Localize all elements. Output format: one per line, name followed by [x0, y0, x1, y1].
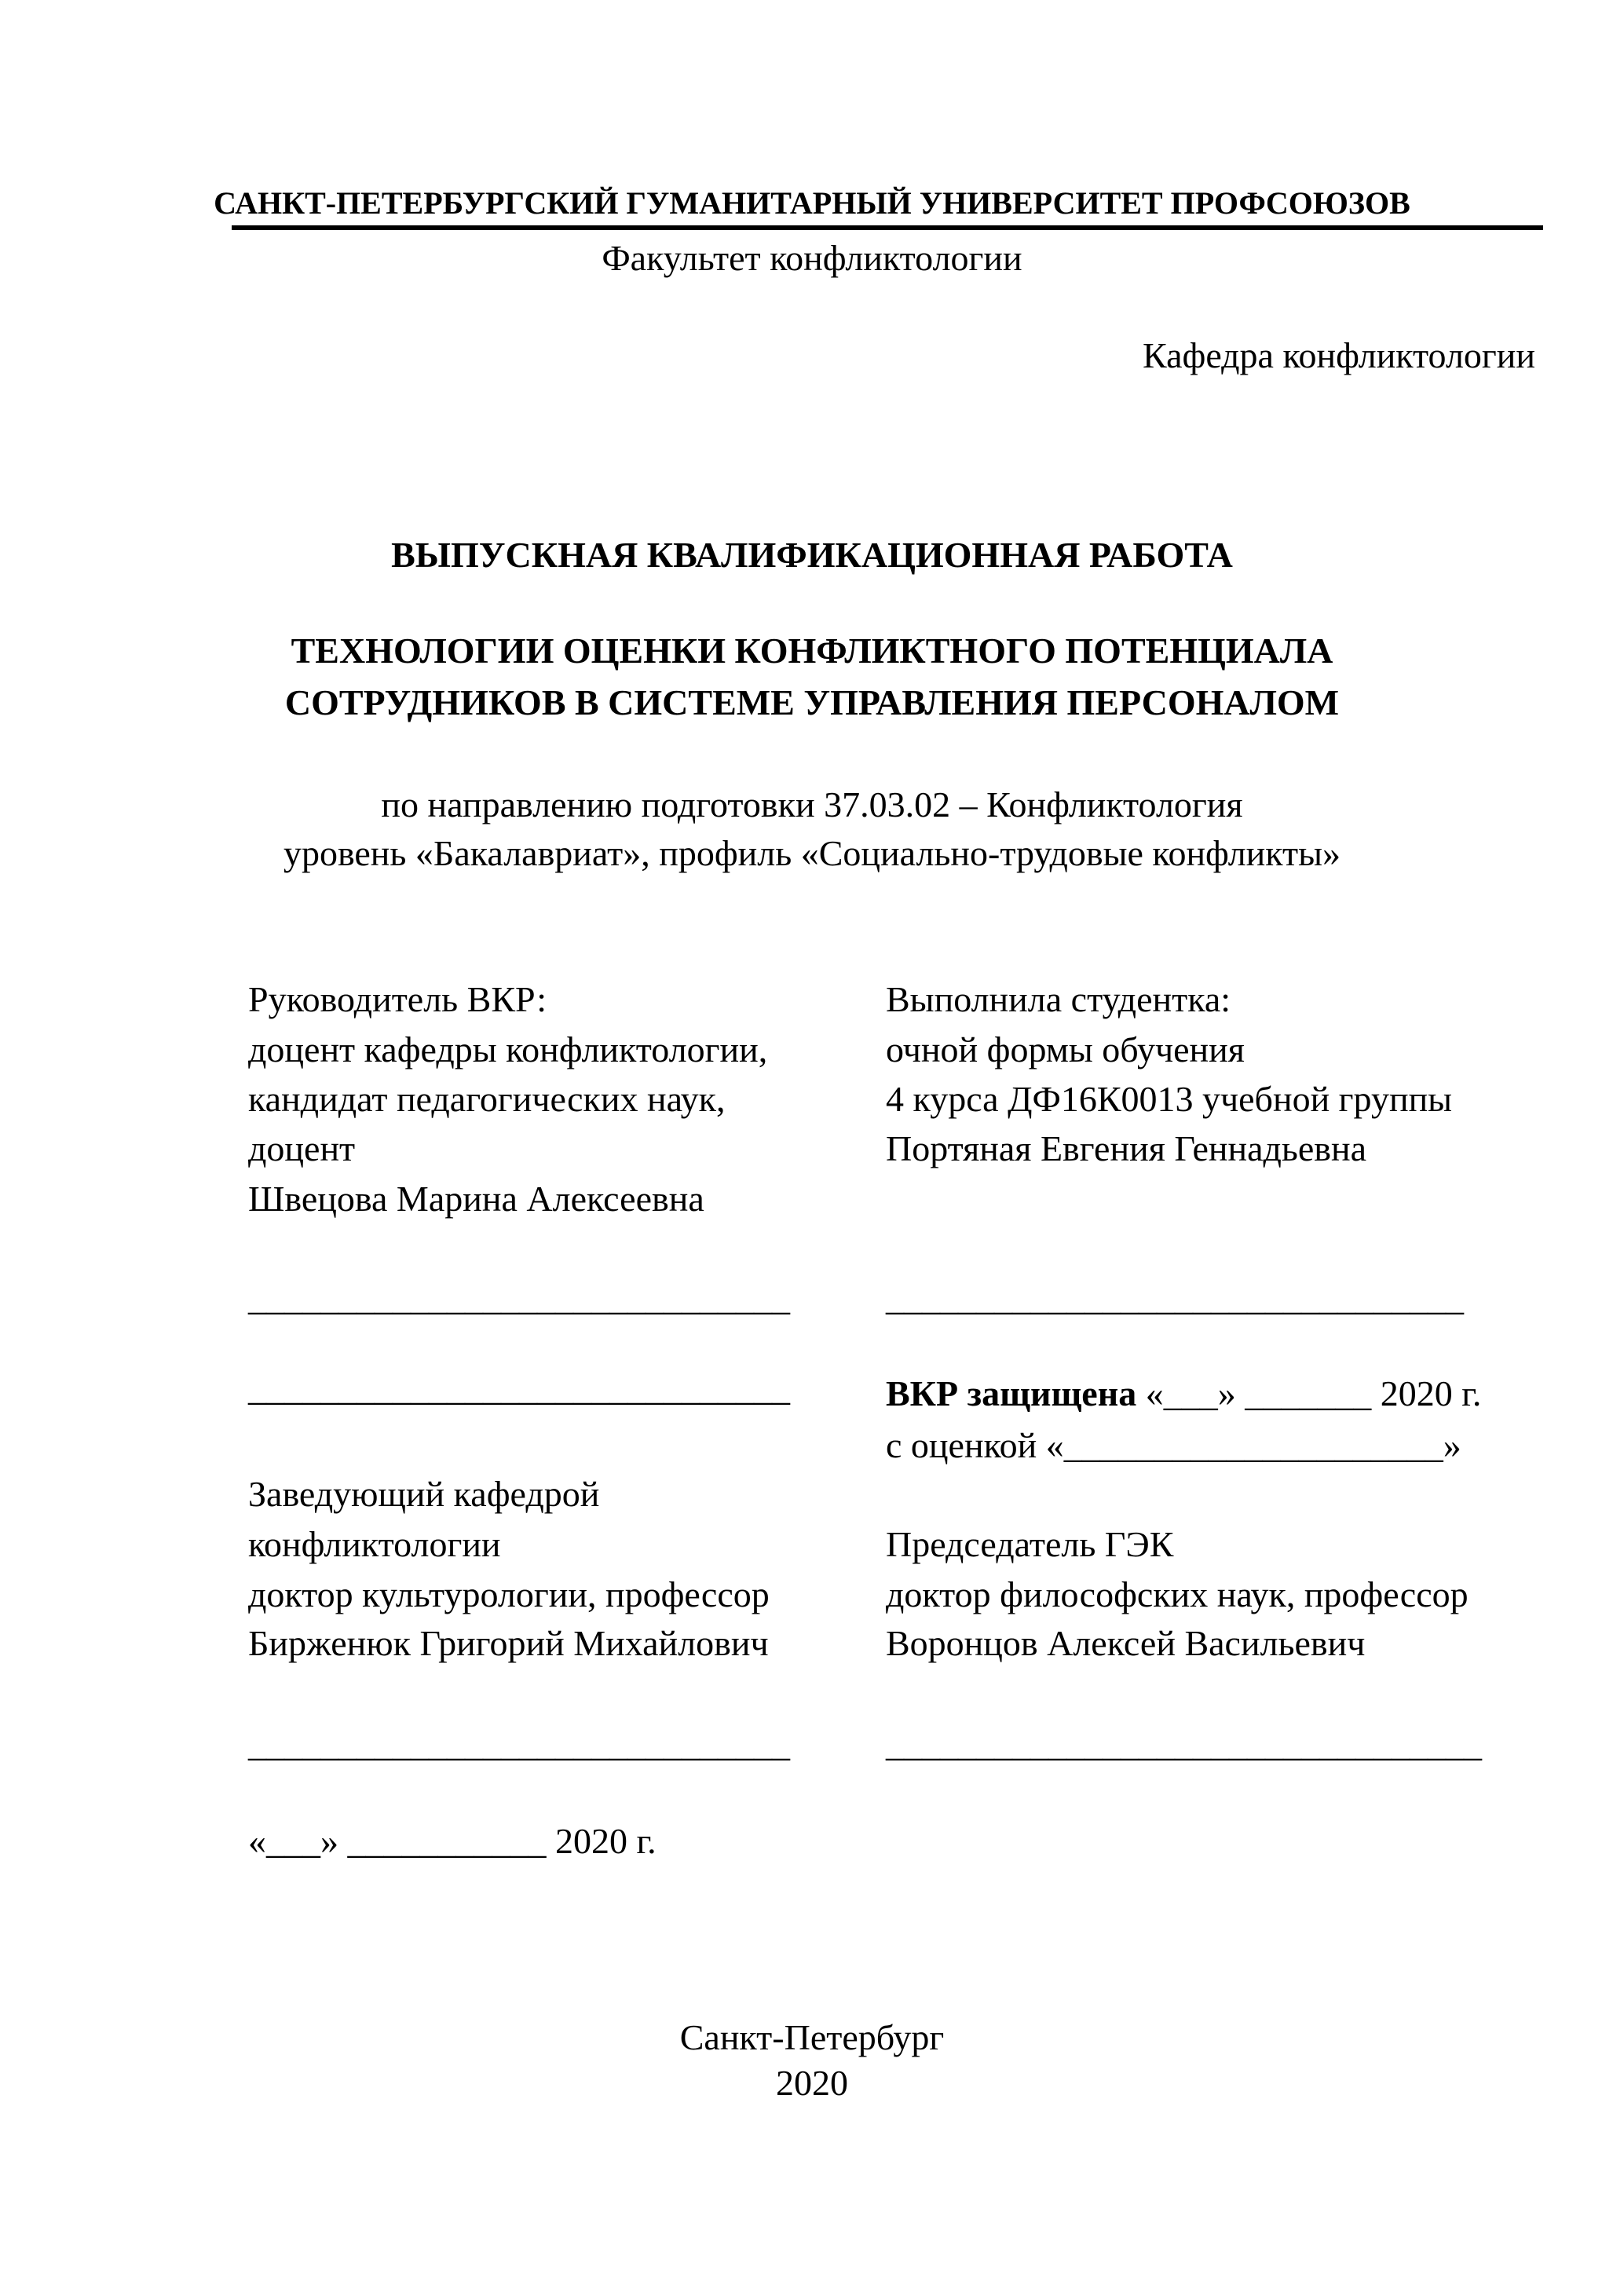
supervisor-name: Швецова Марина Алексеевна	[248, 1179, 704, 1219]
student-line: Выполнила студентка:	[886, 979, 1231, 1019]
department: Кафедра конфликтологии	[1143, 335, 1535, 375]
faculty: Факультет конфликтологии	[602, 238, 1022, 278]
defense-date	[886, 1369, 1481, 1418]
student-signature-line: ________________________________	[886, 1278, 1464, 1318]
work-type: ВЫПУСКНАЯ КВАЛИФИКАЦИОННАЯ РАБОТА	[391, 535, 1233, 575]
city: Санкт-Петербург	[679, 2017, 945, 2057]
head-sign-date: «___» ___________ 2020 г.	[248, 1821, 657, 1861]
head-line: Заведующий кафедрой	[248, 1474, 600, 1514]
chair-line: доктор философских наук, профессор	[886, 1574, 1469, 1614]
head-line: конфликтологии	[248, 1524, 501, 1564]
university-name: САНКТ-ПЕТЕРБУРГСКИЙ ГУМАНИТАРНЫЙ УНИВЕРСИТЕТ ПРОФСОЮЗОВ	[214, 185, 1410, 221]
supervisor-line: Руководитель ВКР:	[248, 979, 547, 1019]
supervisor-signature-line: ______________________________	[248, 1278, 790, 1318]
level-profile: уровень «Бакалавриат», профиль «Социально-трудовые конфликты»	[283, 833, 1341, 873]
defense-date-blank: «___» _______ 2020 г.	[1145, 1373, 1482, 1413]
head-name: Бирженюк Григорий Михайлович	[248, 1623, 769, 1663]
defense-grade: с оценкой «_____________________»	[886, 1425, 1461, 1465]
supervisor-signature-line-2: ______________________________	[248, 1368, 790, 1408]
chair-line: Председатель ГЭК	[886, 1524, 1174, 1564]
supervisor-line: кандидат педагогических наук,	[248, 1079, 726, 1119]
chair-signature-line: _________________________________	[886, 1724, 1482, 1764]
direction: по направлению подготовки 37.03.02 – Конфликтология	[381, 784, 1243, 824]
defense-label: ВКР защищена	[886, 1373, 1137, 1413]
thesis-title-line2: СОТРУДНИКОВ В СИСТЕМЕ УПРАВЛЕНИЯ ПЕРСОНАЛОМ	[284, 682, 1340, 722]
thesis-title-line1: ТЕХНОЛОГИИ ОЦЕНКИ КОНФЛИКТНОГО ПОТЕНЦИАЛА	[291, 631, 1333, 671]
student-line: 4 курса ДФ16К0013 учебной группы	[886, 1079, 1453, 1119]
header-rule	[232, 225, 1543, 230]
chair-name: Воронцов Алексей Васильевич	[886, 1623, 1366, 1663]
head-line: доктор культурологии, профессор	[248, 1574, 770, 1614]
year: 2020	[776, 2063, 848, 2103]
student-line: очной формы обучения	[886, 1029, 1245, 1069]
supervisor-line: доцент кафедры конфликтологии,	[248, 1029, 768, 1069]
head-signature-line: ______________________________	[248, 1724, 790, 1764]
supervisor-line: доцент	[248, 1128, 356, 1168]
student-name: Портяная Евгения Геннадьевна	[886, 1128, 1367, 1168]
